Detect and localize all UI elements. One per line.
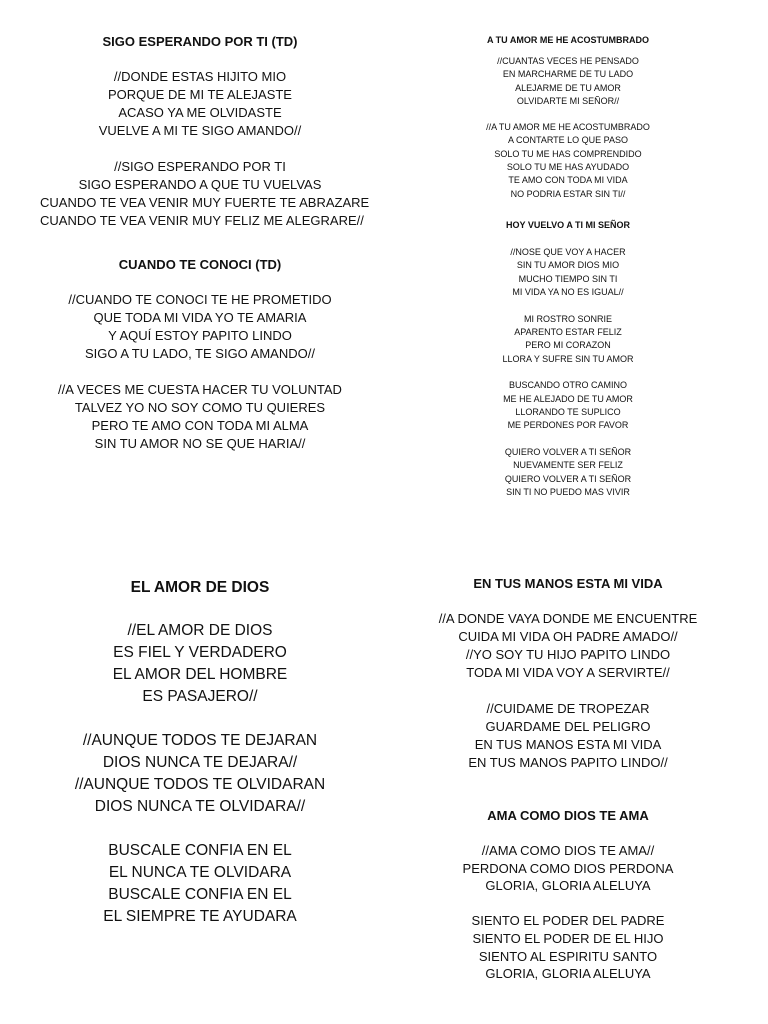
song-en-tus-manos-esta-mi-vida [408,575,728,790]
lyric-line: GUARDAME DEL PELIGRO [485,719,651,734]
stanza [40,291,360,363]
song-el-amor-de-dios [40,577,360,950]
lyric-line: EN TUS MANOS ESTA MI VIDA [474,737,662,752]
lyric-line: TALVEZ YO NO SOY COMO TU QUIERES [74,400,326,415]
lyric-line: DIOS NUNCA TE OLVIDARA// [94,798,306,815]
lyric-line: ACASO YA ME OLVIDASTE [118,105,282,120]
lyric-line: VUELVE A MI TE SIGO AMANDO// [98,123,302,138]
song-title: A TU AMOR ME HE ACOSTUMBRADO [487,35,649,45]
lyric-line: BUSCANDO OTRO CAMINO [508,380,627,391]
song-hoy-vuelvo-a-ti-mi-senor [440,219,696,513]
lyric-line: //CUANDO TE CONOCI TE HE PROMETIDO [68,292,332,307]
lyric-line: QUE TODA MI VIDA YO TE AMARIA [93,310,307,325]
stanza [40,730,360,818]
lyric-line: SIN TU AMOR DIOS MIO [516,260,620,271]
lyric-line: SIENTO EL PODER DE EL HIJO [472,930,664,946]
lyric-line: GLORIA, GLORIA ALELUYA [485,878,651,894]
lyric-line: DIOS NUNCA TE DEJARA// [102,754,298,771]
song-title: EN TUS MANOS ESTA MI VIDA [473,576,663,591]
song-title: CUANDO TE CONOCI (TD) [118,257,282,272]
lyric-line: NUEVAMENTE SER FELIZ [513,460,623,471]
lyric-line: TODA MI VIDA VOY A SERVIRTE// [466,665,670,680]
lyric-line: PERO MI CORAZON [525,340,611,351]
lyric-line: //AUNQUE TODOS TE OLVIDARAN [74,776,326,793]
lyric-line: //A DONDE VAYA DONDE ME ENCUENTRE [438,611,698,626]
song-ama-como-dios-te-ama [408,807,728,1000]
lyric-line: EL SIEMPRE TE AYUDARA [103,908,297,925]
lyric-line: ME PERDONES POR FAVOR [507,420,629,431]
lyric-line: CUIDA MI VIDA OH PADRE AMADO// [458,629,678,644]
stanza [440,121,696,201]
song-cuando-te-conoci [40,256,360,471]
lyric-line: //DONDE ESTAS HIJITO MIO [113,69,287,84]
lyric-line: SIENTO AL ESPIRITU SANTO [478,948,658,964]
lyric-line: //AMA COMO DIOS TE AMA// [481,843,655,858]
lyric-line: ALEJARME DE TU AMOR [515,82,621,93]
lyric-line: SOLO TU ME HAS AYUDADO [506,162,630,173]
lyric-line: SIGO A TU LADO, TE SIGO AMANDO// [85,346,315,361]
lyric-line: GLORIA, GLORIA ALELUYA [485,966,651,982]
lyric-line: MUCHO TIEMPO SIN TI [518,273,618,284]
lyric-line: LLORA Y SUFRE SIN TU AMOR [502,353,634,364]
lyric-line: //A VECES ME CUESTA HACER TU VOLUNTAD [58,382,342,397]
lyric-line: SIENTO EL PODER DEL PADRE [471,913,665,929]
stanza [440,446,696,500]
lyric-line: SOLO TU ME HAS COMPRENDIDO [494,148,642,159]
lyric-line: PERO TE AMO CON TODA MI ALMA [91,418,309,433]
song-title: SIGO ESPERANDO POR TI (TD) [102,34,298,49]
lyric-line: TE AMO CON TODA MI VIDA [508,175,628,186]
lyric-line: EN MARCHARME DE TU LADO [502,69,634,80]
lyric-line: BUSCALE CONFIA EN EL [108,842,292,859]
lyric-line: MI VIDA YA NO ES IGUAL// [512,287,624,298]
stanza [40,620,360,708]
lyric-line: APARENTO ESTAR FELIZ [514,327,622,338]
lyric-line: //CUIDAME DE TROPEZAR [486,701,650,716]
lyric-line: Y AQUÍ ESTOY PAPITO LINDO [108,328,292,343]
lyric-line: //NOSE QUE VOY A HACER [510,247,626,257]
lyric-line: SIGO ESPERANDO A QUE TU VUELVAS [78,177,322,192]
song-sigo-esperando-por-ti [40,33,370,248]
stanza [440,55,696,108]
lyric-line: PERDONA COMO DIOS PERDONA [462,860,674,876]
song-title: HOY VUELVO A TI MI SEÑOR [505,220,630,230]
lyric-line: EL NUNCA TE OLVIDARA [108,864,292,881]
stanza [40,68,360,140]
song-title: EL AMOR DE DIOS [130,579,270,596]
lyric-line: //YO SOY TU HIJO PAPITO LINDO [465,647,671,662]
lyric-line: QUIERO VOLVER A TI SEÑOR [504,446,632,457]
lyric-line: NO PODRIA ESTAR SIN TI// [510,188,626,199]
stanza [408,610,728,682]
stanza [408,700,728,772]
lyric-line: SIN TI NO PUEDO MAS VIVIR [506,487,630,498]
lyric-line: ES PASAJERO// [142,688,258,705]
lyric-line: //A TU AMOR ME HE ACOSTUMBRADO [486,122,650,133]
lyric-line: OLVIDARTE MI SEÑOR// [516,95,620,106]
lyric-line: A CONTARTE LO QUE PASO [507,135,629,146]
stanza [40,840,360,928]
lyric-line: ES FIEL Y VERDADERO [113,644,287,661]
lyric-line: //AUNQUE TODOS TE DEJARAN [82,732,318,749]
stanza [440,379,696,433]
lyric-line: CUANDO TE VEA VENIR MUY FUERTE TE ABRAZARE [40,195,370,210]
lyric-line: SIN TU AMOR NO SE QUE HARIA// [94,436,306,451]
stanza [40,381,360,453]
lyric-line: //SIGO ESPERANDO POR TI [114,159,286,174]
lyric-line: QUIERO VOLVER A TI SEÑOR [504,473,632,484]
lyric-line: EN TUS MANOS PAPITO LINDO// [468,755,668,770]
stanza [40,158,370,230]
lyric-line: MI ROSTRO SONRIE [523,313,612,324]
stanza [408,912,728,983]
lyric-line: ME HE ALEJADO DE TU AMOR [503,393,633,404]
stanza [440,246,696,300]
lyric-line: PORQUE DE MI TE ALEJASTE [108,87,292,102]
lyric-line: BUSCALE CONFIA EN EL [108,886,292,903]
lyric-line: CUANDO TE VEA VENIR MUY FELIZ ME ALEGRARE// [40,213,364,228]
lyric-line: EL AMOR DEL HOMBRE [112,666,288,683]
song-a-tu-amor-me-he-acostumbrado [440,34,696,214]
stanza [408,842,728,895]
song-title: AMA COMO DIOS TE AMA [487,808,649,823]
lyric-line: //CUANTAS VECES HE PENSADO [497,56,639,66]
lyric-line: //EL AMOR DE DIOS [127,622,273,639]
stanza [440,313,696,367]
lyric-line: LLORANDO TE SUPLICO [515,407,621,418]
